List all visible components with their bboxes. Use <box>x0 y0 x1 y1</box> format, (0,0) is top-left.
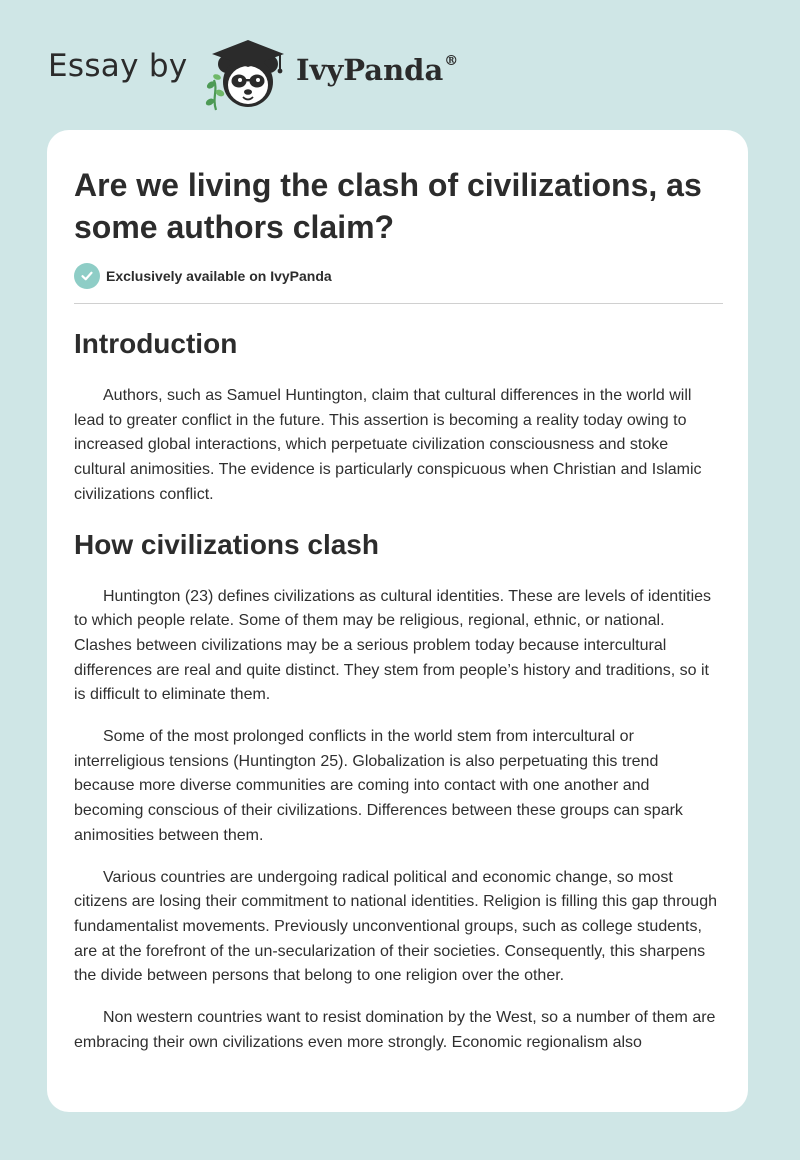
brand-name[interactable]: IvyPanda® <box>296 53 459 87</box>
paragraph: Non western countries want to resist domination by the West, so a number of them are embracing their own civilizations even more strongly. Economic regionalism also <box>74 1009 716 1051</box>
essay-by-label: Essay by <box>48 48 188 84</box>
paragraph: Some of the most prolonged conflicts in the world stem from intercultural or interreligious tensions (Huntington 25). Globalization is also perpetuating this trend because more diverse communities are coming into contact with one another and becoming conscious of their civilizations. Differences between these groups can spark animosities between them. <box>74 728 683 844</box>
badge-label: Exclusively available on IvyPanda <box>106 268 332 284</box>
essay-card <box>47 130 748 1112</box>
divider <box>74 303 723 304</box>
essay-title: Are we living the clash of civilizations, as some authors claim? <box>74 167 702 245</box>
check-icon <box>74 263 100 289</box>
section-heading-how-civilizations-clash: How civilizations clash <box>74 528 379 560</box>
paragraph: Authors, such as Samuel Huntington, claim that cultural differences in the world will lead to greater conflict in the future. This assertion is becoming a reality today owing to increased global interactions, which perpetuate civilization consciousness and stoke cultural animosities. The evidence is particularly conspicuous when Christian and Islamic civilizations conflict. <box>74 387 702 503</box>
registered-mark: ® <box>444 53 459 70</box>
section-heading-introduction: Introduction <box>74 328 238 359</box>
paragraph: Huntington (23) defines civilizations as cultural identities. These are levels of identities to which people relate. Some of them may be religious, regional, ethnic, or national. Clashes between civilizations may be a serious problem today because intercultural differences are real and quite distinct. They stem from people’s history and traditions, so it is difficult to eliminate them. <box>74 587 712 704</box>
exclusive-badge <box>74 263 332 289</box>
site-header <box>0 0 800 130</box>
panda-graduate-icon[interactable] <box>200 32 292 112</box>
essay-body <box>74 310 723 1072</box>
paragraph: Various countries are undergoing radical political and economic change, so most citizens are losing their commitment to national identities. Religion is filling this gap through fundamentalist movements. Previously unconventional groups, such as college students, are at the forefront of the un-secularization of their societies. Consequently, this sharpens the divide between persons that belong to one religion over the other. <box>74 868 717 985</box>
